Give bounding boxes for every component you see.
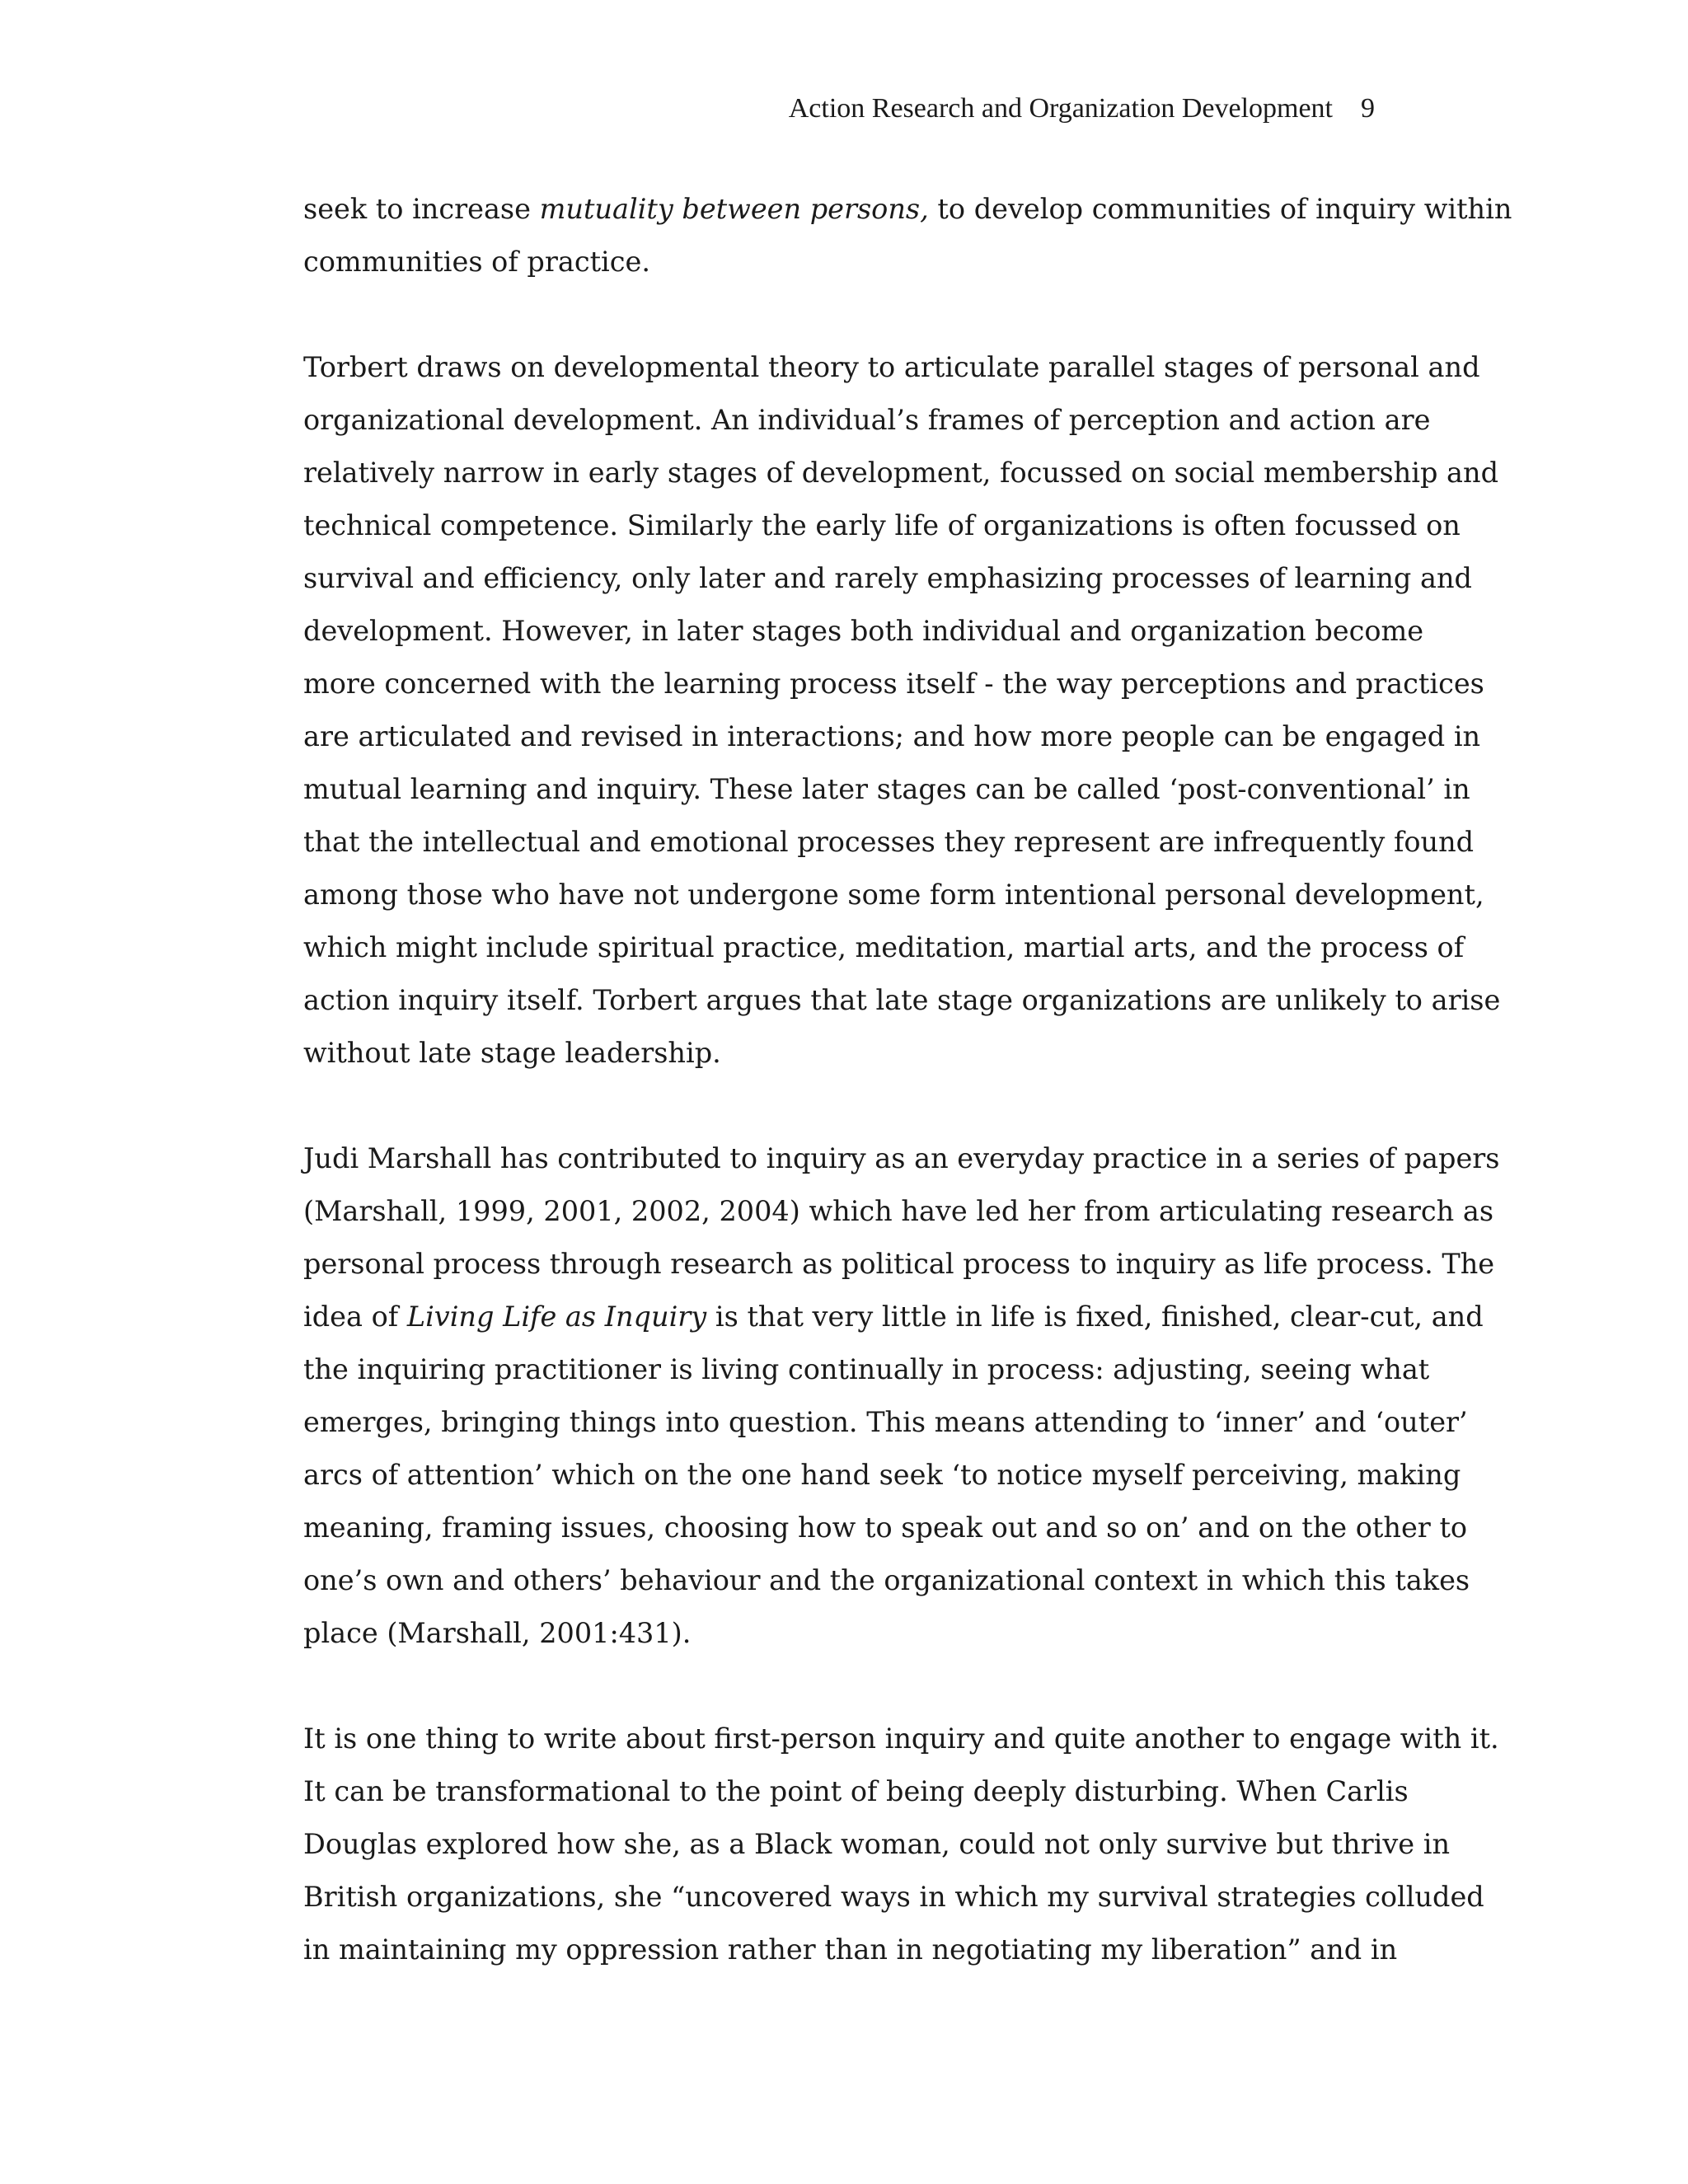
text-run: development. However, in later stages both individual and organization become [303,615,1424,647]
text-line [303,1607,1383,1660]
text-run: idea of [303,1301,407,1333]
text-line [303,1502,1468,1554]
text-line [303,552,1472,605]
text-line [303,1818,1451,1871]
text-run: that the intellectual and emotional processes they represent are infrequently found [303,826,1475,858]
text-run: without late stage leadership. [303,1037,721,1069]
text-run: relatively narrow in early stages of development, focussed on social membership and [303,457,1499,489]
page-number: 9 [1361,93,1375,124]
text-line [303,1027,1383,1080]
text-run: in maintaining my oppression rather than in negotiating my liberation” and in [303,1933,1398,1966]
text-line [303,974,1501,1027]
text-line [303,341,1480,394]
text-run: is that very little in life is fixed, finished, clear-cut, and [706,1301,1484,1333]
running-title: Action Research and Organization Development [788,93,1333,124]
text-run: one’s own and others’ behaviour and the organizational context in which this takes [303,1564,1470,1596]
text-line [303,394,1431,447]
text-line [303,763,1470,816]
text-line [303,1396,1468,1449]
text-run: Douglas explored how she, as a Black woman, could not only survive but thrive in [303,1828,1451,1860]
paragraph [303,341,1501,1080]
text-line [303,605,1424,658]
text-line [303,1343,1430,1396]
text-run: It is one thing to write about first-person inquiry and quite another to engage with it. [303,1722,1499,1755]
text-line [303,183,1512,236]
text-run: emerges, bringing things into question. This means attending to ‘inner’ and ‘outer’ [303,1406,1468,1438]
text-line [303,1765,1409,1818]
text-run: (Marshall, 1999, 2001, 2002, 2004) which have led her from articulating research as [303,1195,1494,1227]
italic-text: Living Life as Inquiry [406,1301,707,1333]
text-line [303,1238,1495,1291]
running-header [789,92,1375,125]
text-line [303,1554,1470,1607]
text-line [303,499,1461,552]
text-line [303,1185,1494,1238]
text-run: the inquiring practitioner is living continually in process: adjusting, seeing what [303,1353,1430,1385]
text-run: survival and efficiency, only later and rarely emphasizing processes of learning and [303,562,1472,594]
text-run: mutual learning and inquiry. These later stages can be called ‘post-conventional’ in [303,773,1470,805]
text-run: action inquiry itself. Torbert argues that late stage organizations are unlikely to arise [303,984,1501,1016]
text-run: Judi Marshall has contributed to inquiry as an everyday practice in a series of papers [303,1142,1500,1174]
text-run: to develop communities of inquiry within [928,193,1512,225]
text-run: personal process through research as political process to inquiry as life process. The [303,1248,1495,1280]
text-line [303,710,1481,763]
text-run: are articulated and revised in interactions; and how more people can be engaged in [303,720,1481,752]
text-run: communities of practice. [303,246,650,278]
text-line [303,816,1475,869]
text-line [303,1291,1484,1343]
paragraph [303,1713,1499,1976]
text-line [303,1871,1484,1924]
text-run: technical competence. Similarly the early life of organizations is often focussed on [303,509,1461,541]
text-line [303,1132,1500,1185]
text-line [303,869,1484,921]
body-text [303,183,1512,2029]
text-line [303,658,1484,710]
text-run: which might include spiritual practice, meditation, martial arts, and the process of [303,931,1465,963]
text-run: place (Marshall, 2001:431). [303,1617,692,1649]
text-line [303,921,1465,974]
paragraph [303,1132,1500,1660]
text-run: organizational development. An individual’s frames of perception and action are [303,404,1431,436]
text-run: It can be transformational to the point of being deeply disturbing. When Carlis [303,1775,1409,1807]
italic-text: mutuality between persons, [539,193,929,225]
text-line [303,1713,1499,1765]
text-line [303,1449,1461,1502]
text-line [303,1924,1398,1976]
text-run: more concerned with the learning process itself - the way perceptions and practices [303,668,1484,700]
text-run: Torbert draws on developmental theory to articulate parallel stages of personal and [303,351,1480,383]
text-run: British organizations, she “uncovered ways in which my survival strategies colluded [303,1881,1484,1913]
text-run: meaning, framing issues, choosing how to speak out and so on’ and on the other to [303,1511,1468,1544]
text-run: seek to increase [303,193,540,225]
paragraph [303,183,1512,288]
text-run: among those who have not undergone some form intentional personal development, [303,879,1484,911]
text-line [303,447,1499,499]
text-run: arcs of attention’ which on the one hand seek ‘to notice myself perceiving, making [303,1459,1461,1491]
text-line [303,236,1383,288]
